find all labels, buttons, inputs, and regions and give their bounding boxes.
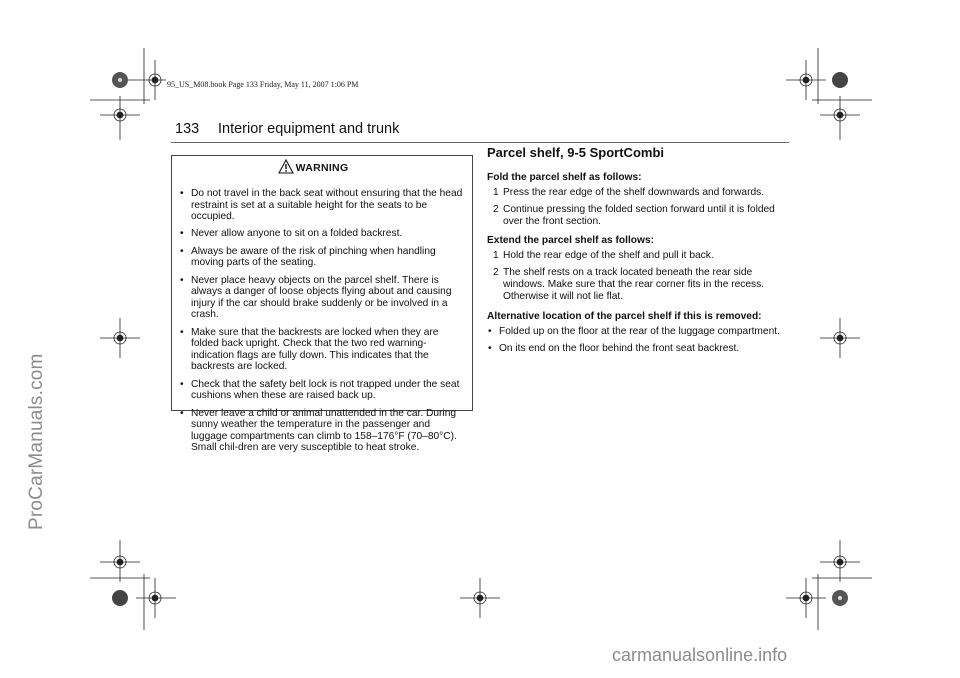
warning-box — [171, 155, 473, 454]
section-heading: Parcel shelf, 9-5 SportCombi — [487, 145, 664, 160]
section-title: Interior equipment and trunk — [218, 121, 400, 137]
warning-item: • Always be aware of the risk of pinching when handling moving parts of the seating. — [179, 246, 467, 269]
step-text: Press the rear edge of the shelf downwards and forwards. — [503, 187, 765, 198]
bottom-watermark: carmanualsonline.info — [612, 645, 788, 665]
step-item — [489, 187, 787, 199]
print-header-info: 95_US_M08.book Page 133 Friday, May 11, 2007 1:06 PM — [167, 80, 359, 89]
alternative-list — [487, 326, 787, 356]
step-item — [489, 250, 787, 262]
warning-item: • Never allow anyone to sit on a folded backrest. — [179, 228, 467, 240]
page-header — [171, 120, 789, 143]
fold-subheading: Fold the parcel shelf as follows: — [487, 172, 642, 183]
alternative-item: • Folded up on the floor at the rear of the luggage compartment. — [487, 326, 787, 338]
parcel-shelf-section — [487, 145, 787, 361]
step-text: Hold the rear edge of the shelf and pull it back. — [503, 250, 714, 262]
warning-list — [179, 188, 467, 460]
side-watermark: ProCarManuals.com — [26, 353, 47, 530]
step-text: Continue pressing the folded section forward until it is folded over the front section. — [503, 203, 775, 227]
step-item — [489, 267, 787, 302]
extend-steps — [487, 250, 787, 302]
extend-subheading: Extend the parcel shelf as follows: — [487, 235, 655, 247]
step-number: 1 — [493, 250, 499, 262]
warning-title: WARNING — [295, 162, 349, 174]
fold-steps — [487, 187, 787, 227]
warning-item: • Do not travel in the back seat without ensuring that the head restraint is set at a suitable height for the seats to be occupied. — [179, 188, 467, 223]
warning-item: • Never place heavy objects on the parcel shelf. There is always a danger of loose objects flying about and causing injury if the car should brake suddenly or be involved in a crash. — [179, 275, 467, 321]
warning-item: • Check that the safety belt lock is not trapped under the seat cushions when these are raised back up. — [179, 379, 467, 402]
step-text: The shelf rests on a track located beneath the rear side windows. Make sure that the rear corner fits in the recess. Otherwise it will not lie flat. — [503, 267, 765, 302]
alternative-item: • On its end on the floor behind the front seat backrest. — [487, 343, 787, 355]
warning-item: • Never leave a child or animal unattended in the car. During sunny weather the temperature in the passenger and luggage compartments can climb to 158–176°F (70–80°C). Small chil-dren are very susceptible to heat stroke. — [179, 408, 467, 454]
warning-item: • Make sure that the backrests are locked when they are folded back upright. Check that the two red warning-indication flags are fully down. This indicates that the backrests are locked. — [179, 327, 467, 373]
step-number: 1 — [493, 187, 499, 198]
page-number: 133 — [175, 121, 200, 137]
step-number: 2 — [493, 267, 499, 279]
alternative-subheading: Alternative location of the parcel shelf if this is removed: — [487, 310, 762, 322]
step-number: 2 — [493, 203, 499, 215]
step-item — [489, 204, 787, 228]
